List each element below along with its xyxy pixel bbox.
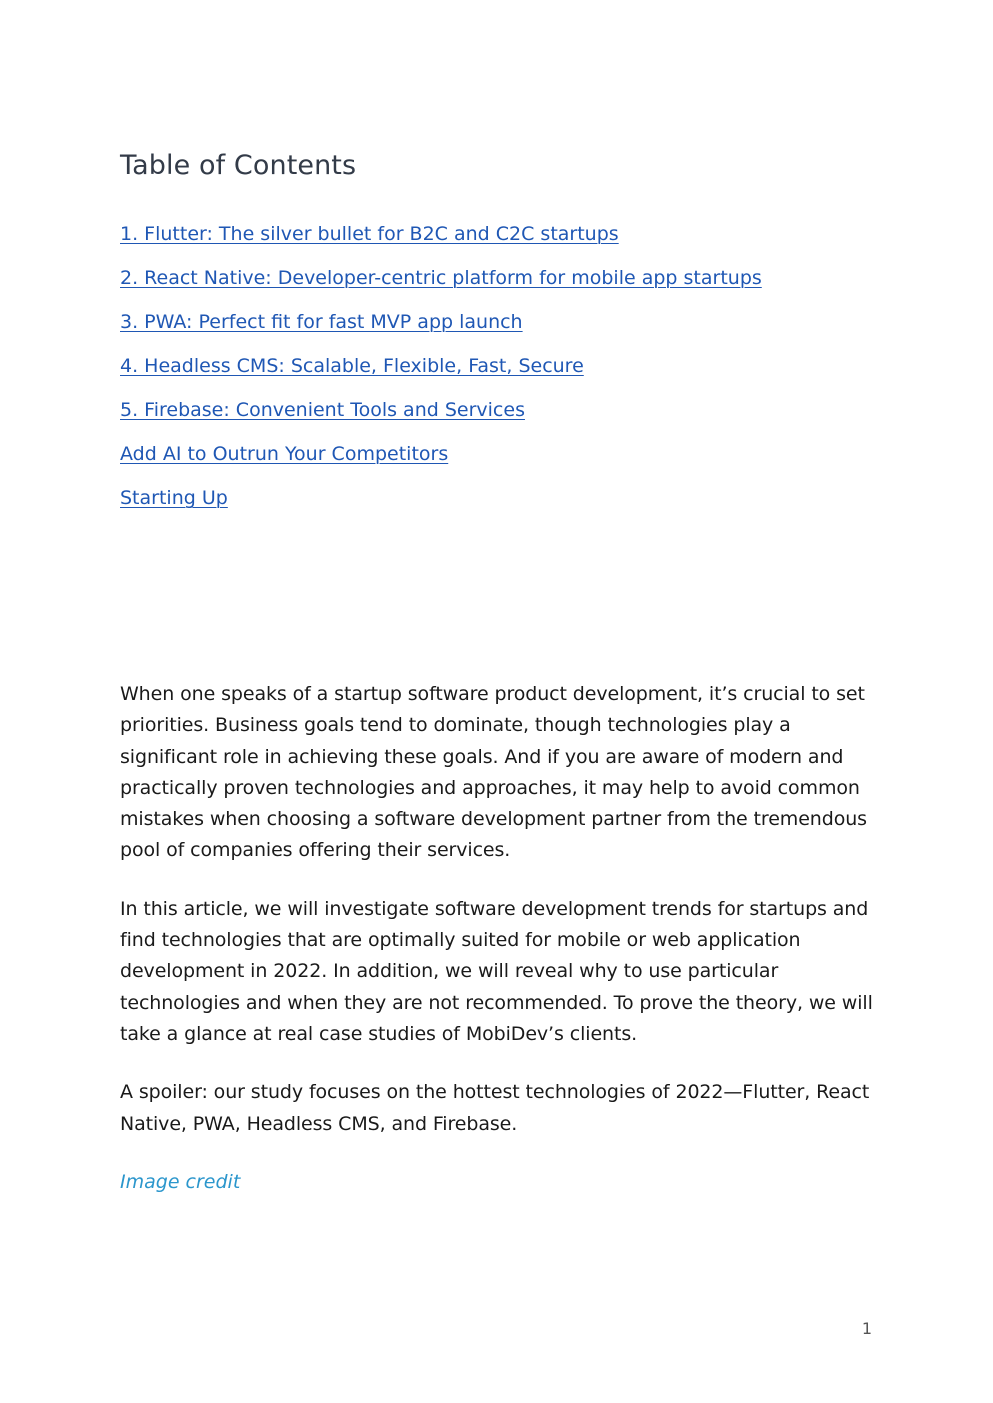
image-credit-link[interactable]: Image credit: [120, 1171, 241, 1193]
toc-item: [120, 352, 762, 396]
toc-item: [120, 220, 762, 264]
article-body: [120, 679, 880, 1167]
intro-paragraph: When one speaks of a startup software product development, it’s crucial to set priorities. Business goals tend to dominate, though technologies play a significant role in achieving these goals. And if you are aware of modern and practically proven technologies and approaches, it may help to avoid common mistakes when choosing a software development partner from the tremendous pool of companies offering their services.: [120, 683, 867, 862]
article-scope-paragraph: In this article, we will investigate software development trends for startups and find technologies that are optimally suited for mobile or web application development in 2022. In addition, we will reveal why to use particular technologies and when they are not recommended. To prove the theory, we will take a glance at real case studies of MobiDev’s clients.: [120, 897, 873, 1045]
toc-link-pwa[interactable]: 3. PWA: Perfect fit for fast MVP app launch: [120, 311, 523, 333]
toc-link-headless-cms[interactable]: 4. Headless CMS: Scalable, Flexible, Fast, Secure: [120, 355, 584, 377]
toc-link-react-native[interactable]: 2. React Native: Developer-centric platform for mobile app startups: [120, 267, 762, 289]
spoiler-paragraph: A spoiler: our study focuses on the hottest technologies of 2022—Flutter, React Native, PWA, Headless CMS, and Firebase.: [120, 1081, 870, 1135]
page-number: 1: [861, 1319, 872, 1338]
toc-item: [120, 484, 762, 528]
toc-link-firebase[interactable]: 5. Firebase: Convenient Tools and Services: [120, 399, 525, 421]
toc-list: [120, 220, 762, 528]
toc-item: [120, 308, 762, 352]
toc-item: [120, 440, 762, 484]
toc-item: [120, 396, 762, 440]
toc-link-flutter[interactable]: 1. Flutter: The silver bullet for B2C and C2C startups: [120, 223, 619, 245]
toc-item: [120, 264, 762, 308]
toc-link-add-ai[interactable]: Add AI to Outrun Your Competitors: [120, 443, 449, 465]
toc-title: Table of Contents: [120, 150, 357, 181]
toc-link-starting-up[interactable]: Starting Up: [120, 487, 228, 509]
